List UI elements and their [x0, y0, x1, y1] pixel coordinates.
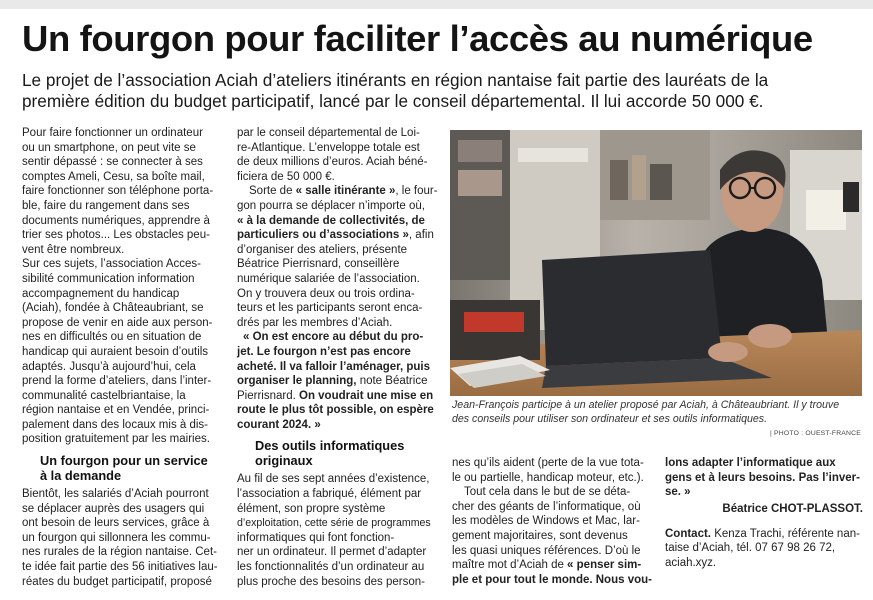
- text-line: plus proche des besoins des person-: [237, 575, 425, 588]
- text-line: documents numériques, apprendre à: [22, 214, 210, 227]
- text-line: cher des géants de l’informatique, où: [452, 500, 641, 513]
- text-line: gon pourra se déplacer n’importe où,: [237, 199, 425, 212]
- article-photo: [450, 130, 862, 396]
- photo-caption: [452, 399, 862, 426]
- caption-line: des conseils pour utiliser son ordinateur et ses outils informatiques.: [452, 412, 768, 425]
- text-line: accompagnement du handicap: [22, 287, 180, 300]
- article-lead: [22, 70, 857, 111]
- text-line: maître mot d’Aciah de « penser sim-: [452, 559, 642, 572]
- article-headline: Un fourgon pour faciliter l’accès au numérique: [22, 18, 813, 59]
- quote-paragraph: [237, 330, 443, 432]
- text-line: d’exploitation, cette série de programmes: [237, 517, 431, 530]
- text-line: aciah.xyz.: [665, 556, 717, 569]
- paragraph: [452, 485, 655, 587]
- text-line: Sur ces sujets, l’association Acces-: [22, 258, 201, 271]
- author-signature: Béatrice CHOT-PLASSOT.: [722, 502, 863, 515]
- text-line: se. »: [665, 486, 691, 499]
- subheading-line: originaux: [255, 453, 313, 469]
- text-line: te idée fait partie des 56 initiatives lau-: [22, 561, 218, 574]
- section-subheading: [255, 438, 443, 468]
- lead-line: première édition du budget participatif, lancé par le conseil départemental. Il lui accorde 50 000 €.: [22, 90, 764, 111]
- column-4: [665, 456, 863, 571]
- text-line: position gratuitement par les mairies.: [22, 433, 210, 446]
- text-line: re-Atlantique. L’enveloppe totale est: [237, 141, 420, 154]
- text-line: ficiera de 50 000 €.: [237, 170, 335, 183]
- text-line: ble, faire du rangement dans ses: [22, 199, 190, 212]
- text-line: informatiques qui font fonction-: [237, 531, 395, 544]
- subheading-line: à la demande: [40, 468, 122, 484]
- text-line: Au fil de ses sept années d’existence,: [237, 473, 430, 486]
- text-line: faire fonctionner son téléphone porta-: [22, 185, 214, 198]
- paragraph: [22, 257, 227, 447]
- text-line: ou un smartphone, on peut vite se: [22, 141, 196, 154]
- text-line: « à la demande de collectivités, de: [237, 214, 425, 227]
- text-line: nes en difficultés ou en situation de: [22, 331, 202, 344]
- text-line: le ou partielle, handicap moteur, etc.).: [452, 471, 644, 484]
- paragraph: [665, 456, 863, 500]
- paragraph: [22, 487, 227, 589]
- text-line: comptes Ameli, Cesu, sa boîte mail,: [22, 170, 205, 183]
- text-line: réates du budget participatif, proposé: [22, 575, 212, 588]
- text-line: On y trouvera deux ou trois ordina-: [237, 287, 415, 300]
- text-line: se déplacer auprès des usagers qui: [22, 502, 205, 515]
- text-line: drés par les membres d’Aciah.: [237, 316, 393, 329]
- laptop-screen: [542, 250, 722, 366]
- text-line: les quasi uniques références. D’où le: [452, 544, 641, 557]
- contact-paragraph: [665, 527, 863, 571]
- text-line: les fonctionnalités d’un ordinateur au: [237, 561, 425, 574]
- text-line: gens et à leurs besoins. Pas l’inver-: [665, 471, 860, 484]
- column-2: [237, 126, 443, 589]
- text-line: nes qu’ils aident (perte de la vue tota-: [452, 457, 644, 469]
- text-line: région nantaise et en Vendée, princi-: [22, 404, 210, 417]
- text-line: lons adapter l’informatique aux: [665, 457, 836, 469]
- text-line: Contact. Kenza Trachi, référente nan-: [665, 527, 860, 540]
- text-line: élément, son propre système: [237, 502, 386, 515]
- text-line: handicap qui auraient besoin d’outils: [22, 345, 209, 358]
- text-line: courant 2024. »: [237, 418, 321, 431]
- column-3: [452, 456, 655, 587]
- text-line: adaptés. Jusqu’à aujourd’hui, cela: [22, 360, 196, 373]
- lead-line: Le projet de l’association Aciah d’ateliers itinérants en région nantaise fait partie des lauréats de la: [22, 70, 769, 90]
- text-line: numérique salariée de l’association.: [237, 272, 420, 285]
- text-line: les modèles de Windows et Mac, lar-: [452, 515, 640, 528]
- text-line: Tout cela dans le but de se déta-: [464, 486, 631, 499]
- text-line: un fourgon qui sillonnera les commu-: [22, 531, 211, 544]
- text-line: sentir dépassé : se connecter à ses: [22, 156, 203, 169]
- text-line: Pierrisnard. On voudrait une mise en: [237, 389, 434, 402]
- subheading-line: Un fourgon pour un service: [40, 453, 208, 469]
- subheading-line: Des outils informatiques: [255, 438, 405, 454]
- text-line: Bientôt, les salariés d’Aciah pourront: [22, 488, 209, 501]
- text-line: trier ses photos... Les obstacles peu-: [22, 229, 210, 242]
- text-line: gement majoritaires, sont devenus: [452, 529, 628, 542]
- text-line: jet. Le fourgon n’est pas encore: [237, 345, 411, 358]
- text-line: acheté. Il va falloir l’aménager, puis: [237, 360, 431, 373]
- column-1: [22, 126, 227, 589]
- photo-illustration: [450, 130, 862, 396]
- text-line: vent être nombreux.: [22, 243, 125, 256]
- top-edge-bar: [0, 0, 873, 9]
- paragraph: [22, 126, 227, 257]
- text-line: teurs et les participants seront enca-: [237, 302, 423, 315]
- text-line: « On est encore au début du pro-: [243, 331, 424, 344]
- paragraph: [237, 184, 443, 330]
- photo-credit: | PHOTO : OUEST-FRANCE: [769, 430, 861, 437]
- text-line: prend la forme d’ateliers, dans l’inter-: [22, 375, 212, 388]
- text-line: par le conseil départemental de Loi-: [237, 127, 420, 139]
- text-line: Sorte de « salle itinérante », le four-: [249, 185, 438, 198]
- text-line: Béatrice Pierrisnard, conseillère: [237, 258, 400, 271]
- text-line: Pour faire fonctionner un ordinateur: [22, 127, 203, 139]
- text-line: de deux millions d’euros. Aciah béné-: [237, 156, 428, 169]
- text-line: sibilité communication information: [22, 272, 195, 285]
- text-line: nes rurales de la région nantaise. Cet-: [22, 546, 217, 559]
- text-line: route le plus tôt possible, on espère: [237, 404, 434, 417]
- text-line: taise d’Aciah, tél. 07 67 98 26 72,: [665, 542, 836, 555]
- text-line: ner un ordinateur. Il permet d’adapter: [237, 546, 427, 559]
- section-subheading: [40, 453, 227, 483]
- caption-line: Jean-François participe à un atelier proposé par Aciah, à Châteaubriant. Il y trouve: [452, 399, 840, 411]
- text-line: ple et pour tout le monde. Nous vou-: [452, 573, 652, 586]
- text-line: organiser le planning, note Béatrice: [237, 375, 428, 388]
- paragraph: [237, 126, 443, 184]
- paragraph: [452, 456, 655, 485]
- text-line: communalité castelbriantaise, la: [22, 389, 186, 402]
- text-line: d’organiser des ateliers, présente: [237, 243, 408, 256]
- text-line: particuliers ou d’associations », afin: [237, 229, 434, 242]
- paragraph: [237, 472, 443, 589]
- text-line: l’association a fabriqué, élément par: [237, 488, 422, 501]
- text-line: (Aciah), fondée à Châteaubriant, se: [22, 302, 204, 315]
- text-line: palement dans des locaux mis à dis-: [22, 418, 209, 431]
- text-line: propose de venir en aide aux person-: [22, 316, 213, 329]
- text-line: ont besoin de leurs services, grâce à: [22, 517, 210, 530]
